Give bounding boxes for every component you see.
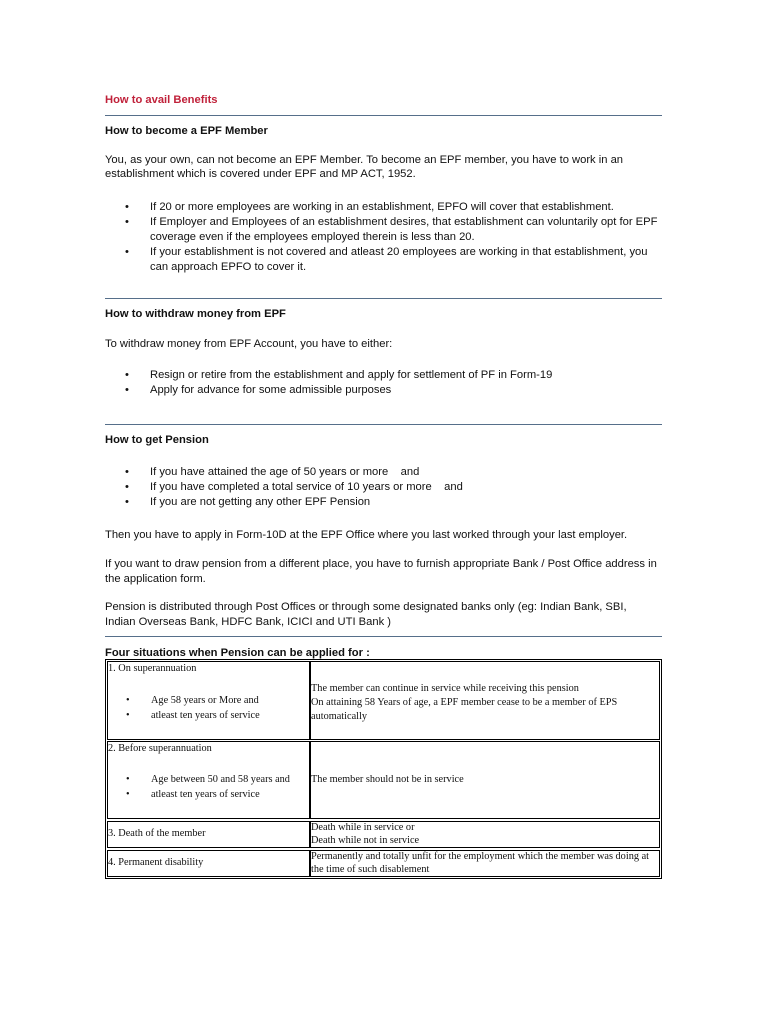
list-item-text: If you have completed a total service of 10 years or more and [150, 481, 463, 493]
list-item [125, 495, 463, 510]
table-title: Four situations when Pension can be applied for : [105, 647, 370, 659]
list-item-text: If Employer and Employees of an establishment desires, that establishment can voluntarily opt for EPF [150, 216, 658, 228]
table-cell-detail [310, 661, 660, 740]
detail-line: The member should not be in service [311, 774, 464, 785]
list-item-text: Apply for advance for some admissible purposes [150, 384, 392, 396]
list-item-text: coverage even if the employees employed therein is less than 20. [150, 231, 475, 243]
list-item-text: If you are not getting any other EPF Pension [150, 496, 371, 508]
member-bullet-list [125, 200, 657, 275]
list-item [125, 368, 552, 383]
list-item-text: If you have attained the age of 50 years or more and [150, 466, 420, 478]
divider [105, 424, 662, 425]
detail-line: Permanently and totally unfit for the employment which the member was doing at [311, 851, 649, 862]
list-item-text: can approach EPFO to cover it. [150, 261, 307, 273]
list-item-text: atleast ten years of service [151, 788, 260, 800]
table-cell-label [107, 741, 310, 819]
list-item-text: Age 58 years or More and [151, 695, 259, 706]
section-title-member: How to become a EPF Member [105, 125, 268, 137]
paragraph-line: Indian Overseas Bank, HDFC Bank, ICICI and UTI Bank ) [105, 616, 392, 628]
table-cell-label [107, 821, 310, 848]
paragraph-line: establishment which is covered under EPF and MP ACT, 1952. [105, 168, 416, 180]
condition-list [126, 694, 260, 723]
row-label: 3. Death of the member [108, 828, 206, 839]
row-label: 4. Permanent disability [108, 857, 204, 868]
list-item [126, 694, 260, 709]
page-heading: How to avail Benefits [105, 94, 218, 106]
list-item [126, 709, 260, 724]
list-item [125, 480, 463, 495]
detail-line: the time of such disablement [311, 864, 430, 875]
paragraph: Then you have to apply in Form-10D at the EPF Office where you last worked through your last employer. [105, 529, 628, 541]
paragraph-line: You, as your own, can not become an EPF Member. To become an EPF member, you have to work in an [105, 154, 624, 166]
condition-list [126, 773, 290, 802]
detail-line: The member can continue in service while receiving this pension [311, 683, 579, 694]
list-item [126, 773, 290, 788]
list-item [125, 200, 657, 215]
paragraph-line: the application form. [105, 573, 206, 585]
paragraph: To withdraw money from EPF Account, you have to either: [105, 338, 393, 350]
list-item [125, 465, 463, 480]
table-cell-detail [310, 741, 660, 819]
detail-line: Death while in service or [311, 822, 415, 833]
detail-line: automatically [311, 711, 368, 722]
detail-line: Death while not in service [311, 835, 420, 846]
table-cell-label [107, 850, 310, 877]
row-label: 1. On superannuation [108, 663, 197, 674]
list-item-text: If your establishment is not covered and atleast 20 employees are working in that establishment, you [150, 246, 648, 258]
list-item-text: Age between 50 and 58 years and [151, 774, 290, 785]
list-item-text: atleast ten years of service [151, 709, 260, 721]
section-title-pension: How to get Pension [105, 434, 209, 446]
divider [105, 636, 662, 637]
withdraw-bullet-list [125, 368, 552, 398]
situations-table [105, 659, 662, 879]
paragraph-line: Pension is distributed through Post Offices or through some designated banks only (eg: Indian Bank, SBI, [105, 601, 627, 613]
list-item [125, 215, 657, 230]
divider [105, 115, 662, 116]
paragraph-line: If you want to draw pension from a different place, you have to furnish appropriate Bank / Post Office address in [105, 558, 657, 570]
table-cell-detail [310, 850, 660, 877]
divider [105, 298, 662, 299]
section-title-withdraw: How to withdraw money from EPF [105, 308, 286, 320]
table-cell-label [107, 661, 310, 740]
pension-bullet-list [125, 465, 463, 510]
list-item-text: Resign or retire from the establishment and apply for settlement of PF in Form-19 [150, 369, 553, 381]
row-label: 2. Before superannuation [108, 743, 212, 754]
list-item [126, 788, 290, 803]
list-item [125, 245, 657, 260]
list-item-text: If 20 or more employees are working in an establishment, EPFO will cover that establishment. [150, 201, 614, 213]
table-cell-detail [310, 821, 660, 848]
list-item [125, 383, 552, 398]
detail-line: On attaining 58 Years of age, a EPF member cease to be a member of EPS [311, 697, 618, 708]
